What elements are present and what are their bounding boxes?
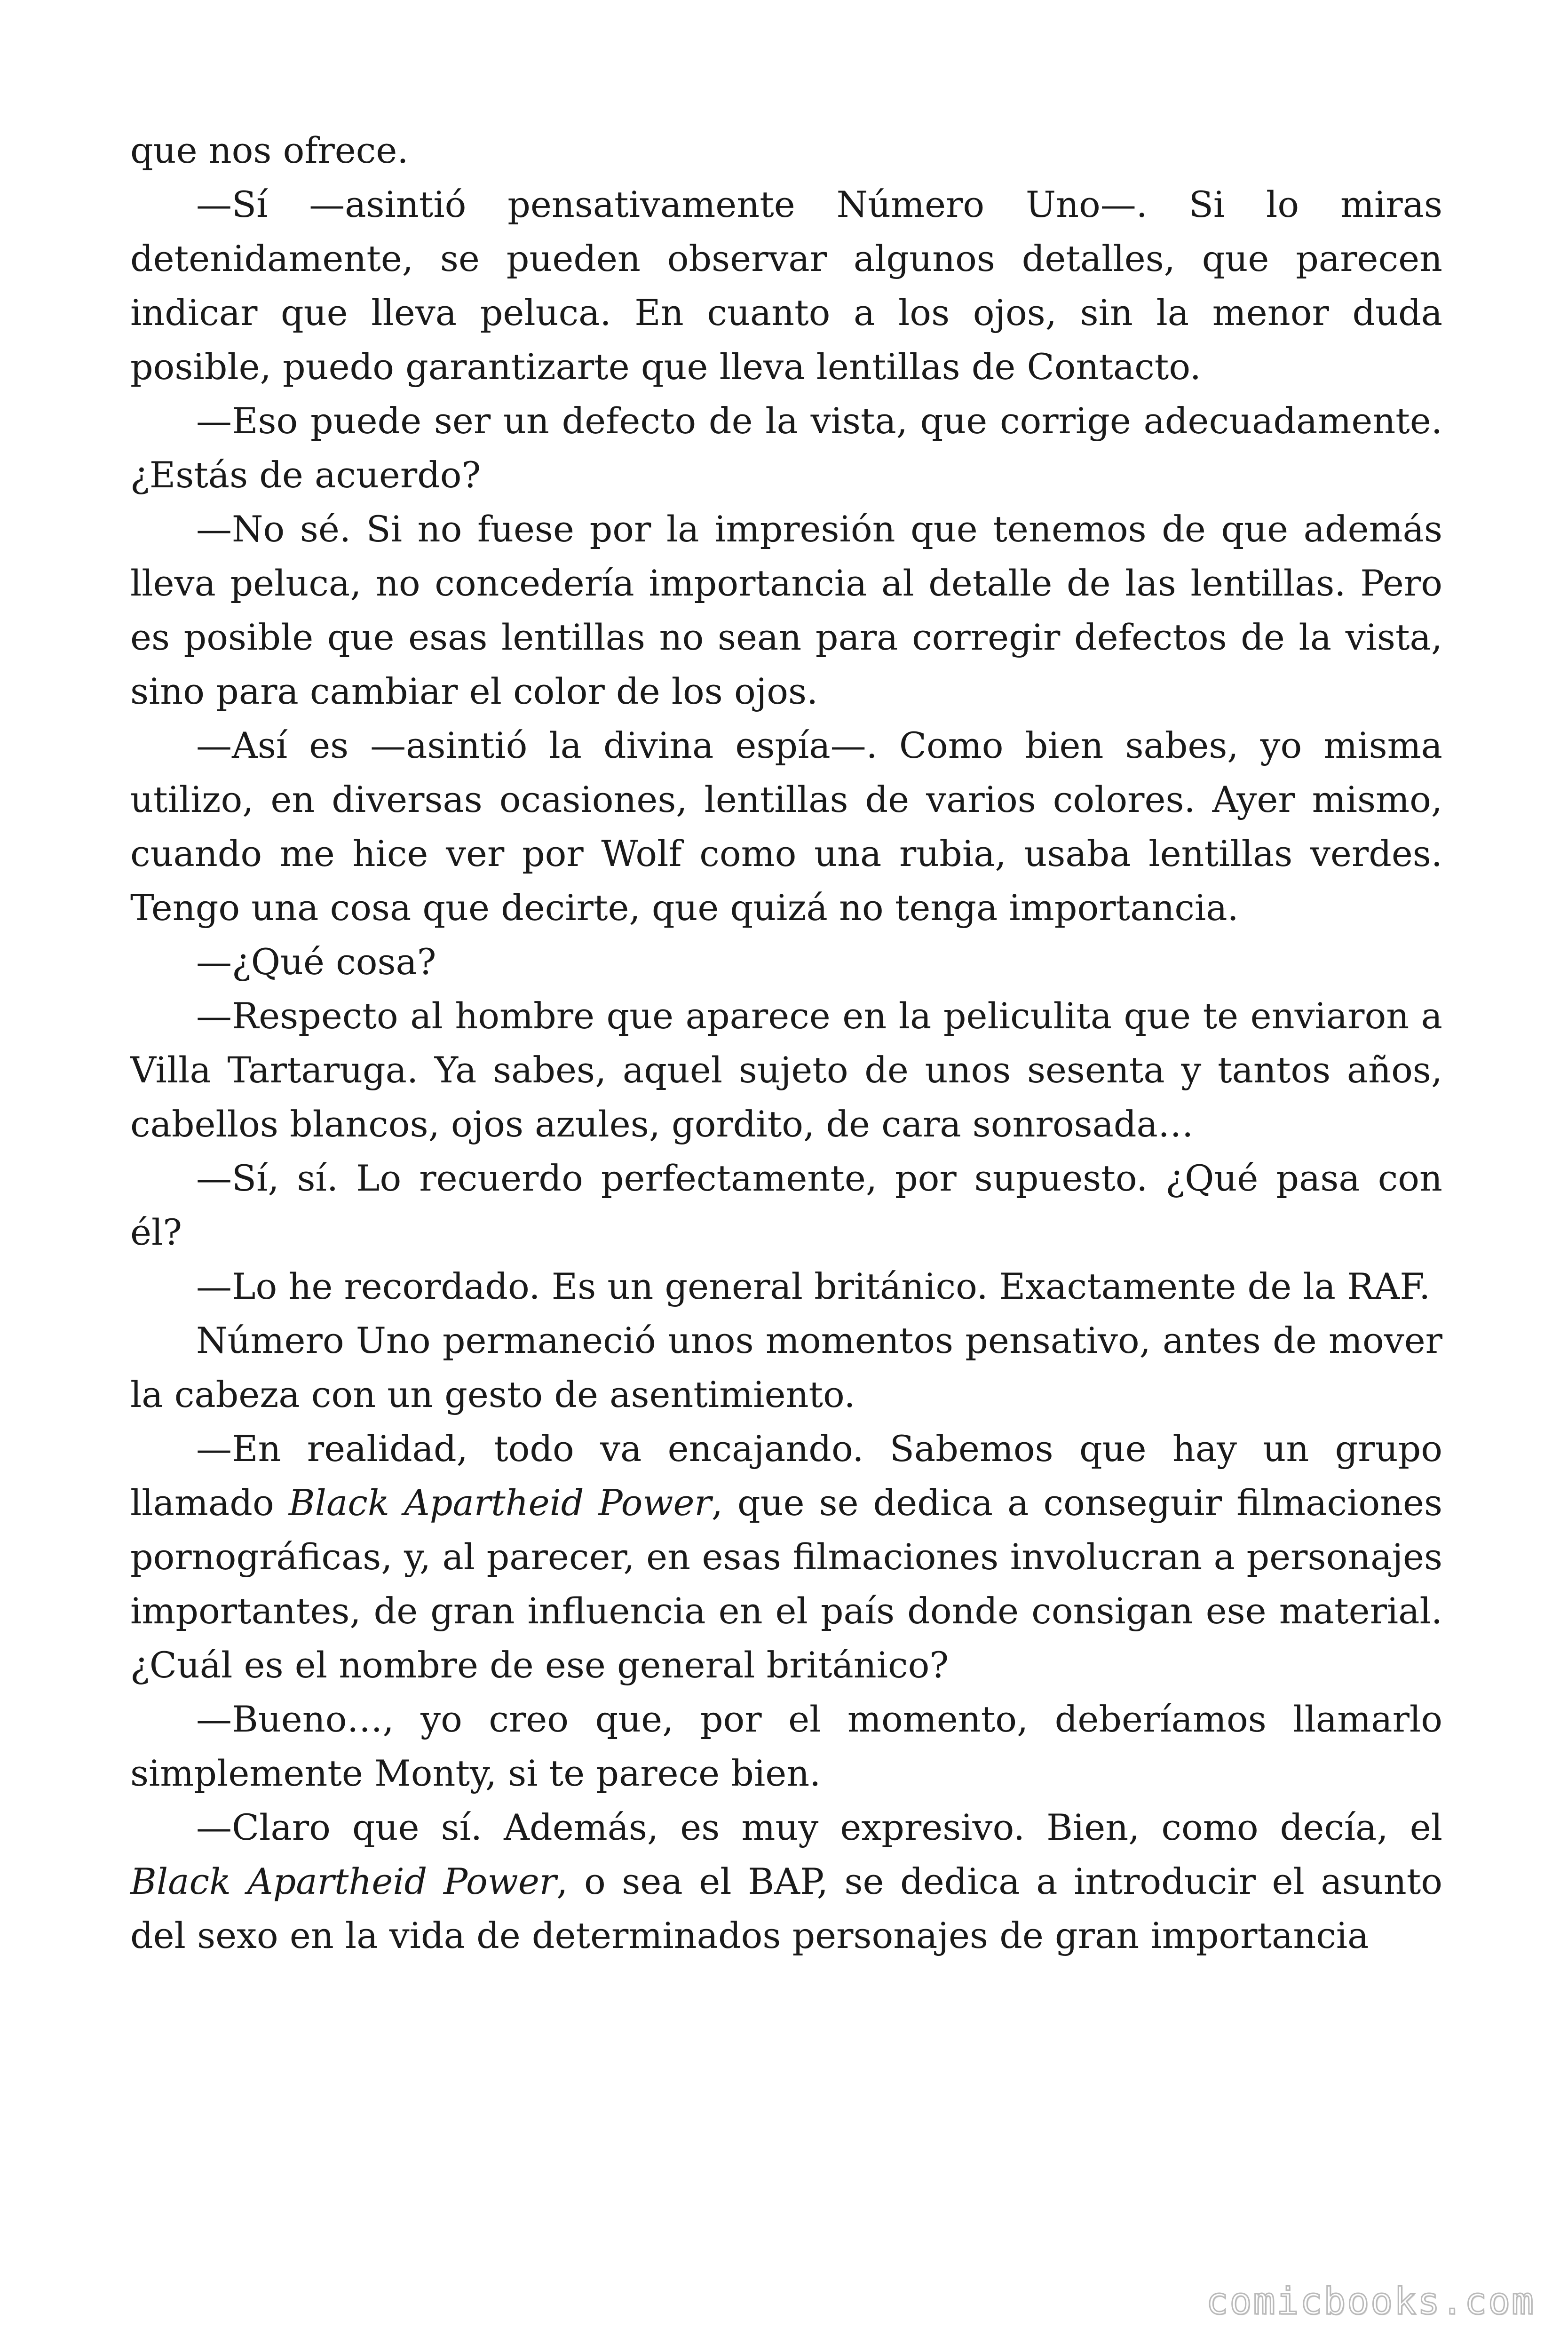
paragraph-text: —En realidad, todo va encajando. Sabemos que hay un grupo llamado	[130, 1428, 1442, 1524]
paragraph: —Eso puede ser un defecto de la vista, que corrige adecuadamente. ¿Estás de acuerdo?	[130, 400, 1442, 496]
paragraph	[130, 1422, 1442, 1692]
paragraph: —Respecto al hombre que aparece en la peliculita que te enviaron a Villa Tartaruga. Ya sabes, aquel sujeto de unos sesenta y tantos años, cabellos blancos, ojos azules, gordito, de cara sonrosada…	[130, 995, 1442, 1145]
paragraph: —Así es —asintió la divina espía—. Como bien sabes, yo misma utilizo, en diversas ocasiones, lentillas de varios colores. Ayer mismo, cuando me hice ver por Wolf como una rubia, usaba lentillas verdes. Tengo una cosa que decirte, que quizá no tenga importancia.	[130, 724, 1442, 929]
paragraph: que nos ofrece.	[130, 129, 409, 171]
paragraph: —¿Qué cosa?	[196, 941, 436, 983]
paragraph: —Bueno…, yo creo que, por el momento, deberíamos llamarlo simplemente Monty, si te parece bien.	[130, 1698, 1442, 1794]
page-body	[130, 123, 1442, 1963]
paragraph: —Lo he recordado. Es un general británico. Exactamente de la RAF.	[196, 1265, 1431, 1307]
italic-title: Black Apartheid Power	[130, 1860, 557, 1902]
paragraph: Número Uno permaneció unos momentos pensativo, antes de mover la cabeza con un gesto de asentimiento.	[130, 1319, 1442, 1415]
paragraph-text: , o sea el BAP, se dedica a introducir el asunto del sexo en la vida de determinados personajes de gran importancia	[130, 1860, 1442, 1956]
italic-title: Black Apartheid Power	[288, 1482, 712, 1524]
watermark: comicbooks.com	[1206, 2280, 1535, 2323]
paragraph-text: , que se dedica a conseguir filmaciones pornográficas, y, al parecer, en esas filmaciones involucran a personajes importantes, de gran influencia en el país donde consigan ese material. ¿Cuál es el nombre de ese general británico?	[130, 1482, 1443, 1686]
paragraph: —Sí —asintió pensativamente Número Uno—. Si lo miras detenidamente, se pueden observar algunos detalles, que parecen indicar que lleva peluca. En cuanto a los ojos, sin la menor duda posible, puedo garantizarte que lleva lentillas de Contacto.	[130, 183, 1442, 388]
paragraph: —Sí, sí. Lo recuerdo perfectamente, por supuesto. ¿Qué pasa con él?	[130, 1157, 1442, 1253]
paragraph-text: —Claro que sí. Además, es muy expresivo. Bien, como decía, el	[196, 1806, 1442, 1848]
paragraph: —No sé. Si no fuese por la impresión que tenemos de que además lleva peluca, no concedería importancia al detalle de las lentillas. Pero es posible que esas lentillas no sean para corregir defectos de la vista, sino para cambiar el color de los ojos.	[130, 508, 1442, 712]
paragraph	[130, 1800, 1442, 1963]
